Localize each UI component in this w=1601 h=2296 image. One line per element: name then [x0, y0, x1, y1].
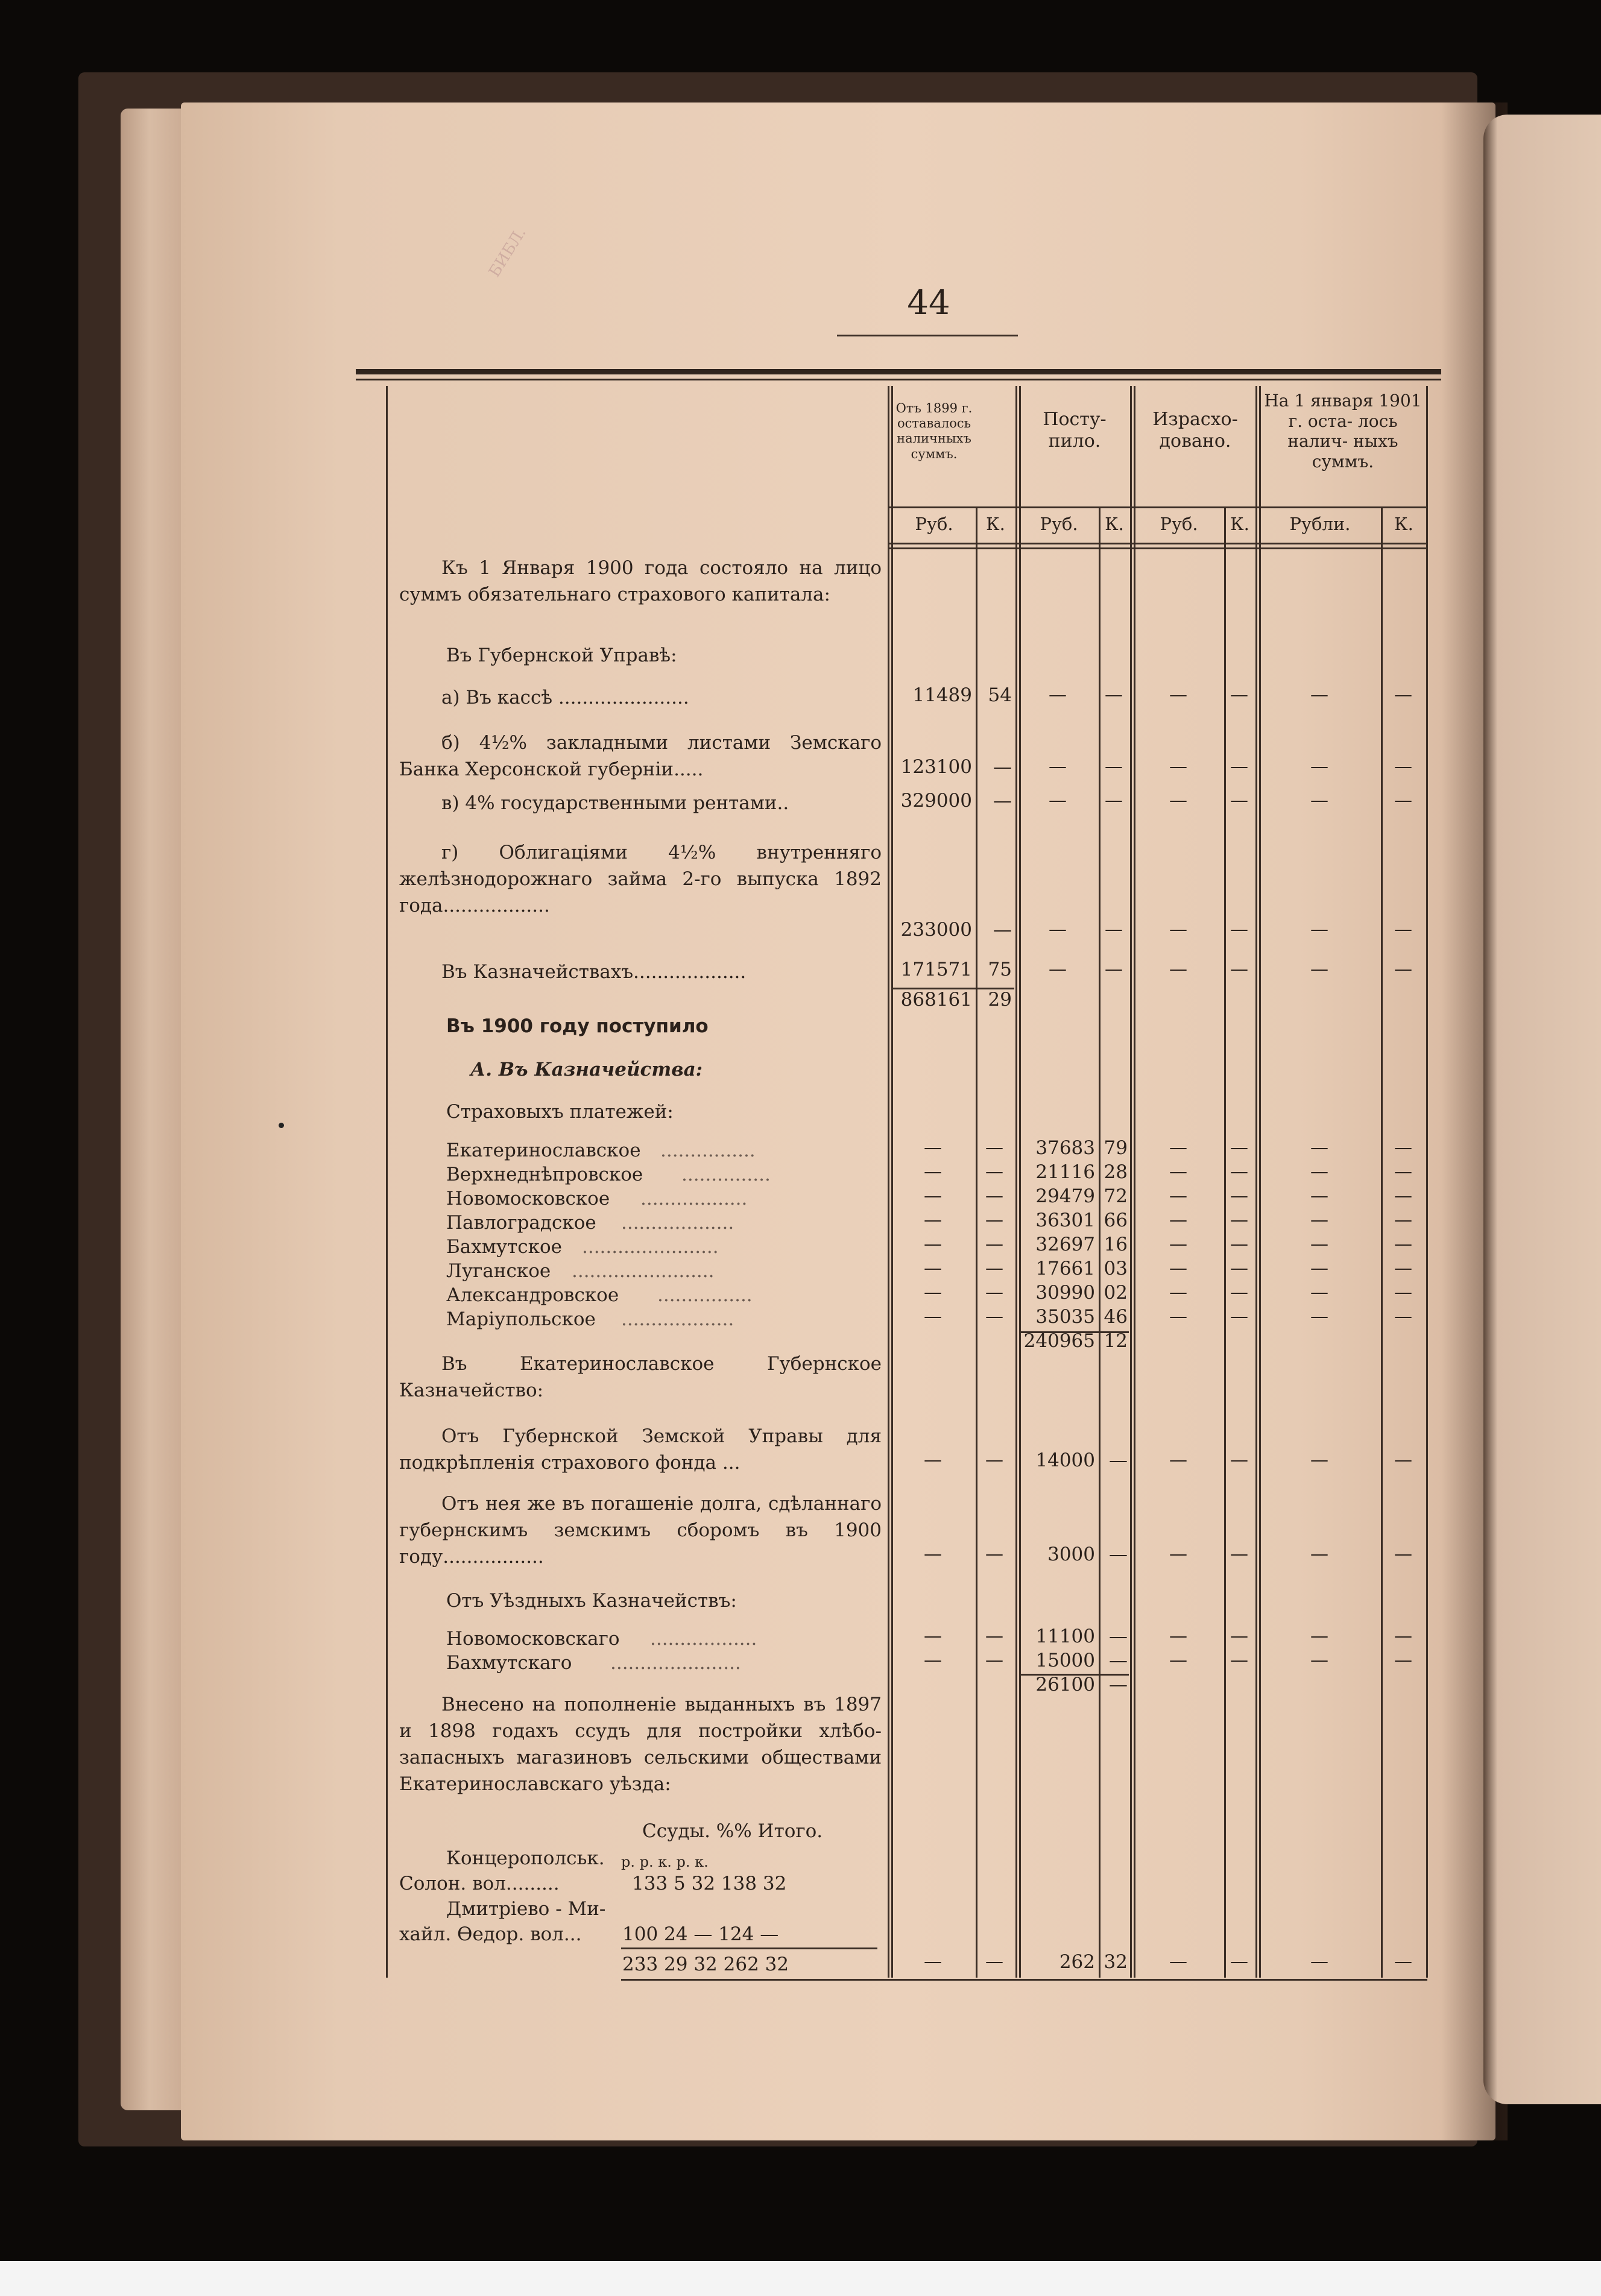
library-stamp: БИБЛ. [485, 224, 530, 281]
rub-postupilo: 3000 [1047, 1544, 1095, 1565]
empty-cell-dash: — [1049, 959, 1067, 980]
row-label: Въ Казначействахъ................... [441, 961, 747, 983]
row-label: а) Въ кассѣ ...................... [441, 687, 689, 708]
empty-cell-dash: — [1049, 919, 1067, 940]
empty-cell-dash: — [1230, 1282, 1248, 1303]
unit-rubli: Рубли. [1289, 514, 1351, 534]
empty-cell-dash: — [1169, 1258, 1187, 1279]
empty-cell-dash: — [1394, 1282, 1412, 1303]
empty-cell-dash: — [1169, 1137, 1187, 1158]
total-kazn-rub: 26100 [1035, 1674, 1095, 1695]
empty-cell-dash: — [1230, 684, 1248, 705]
uezd-kazn-heading: Отъ Уѣздныхъ Казначействъ: [446, 1590, 737, 1612]
empty-cell-dash: — [985, 1282, 1003, 1303]
empty-cell-dash: — [1169, 1161, 1187, 1182]
empty-cell-dash: — [1105, 919, 1123, 940]
empty-cell-dash: — [1049, 756, 1067, 777]
rub-1899: 329000 [900, 790, 972, 812]
empty-cell-dash: — [924, 1951, 942, 1972]
total-kazn-kop: — [1109, 1674, 1128, 1695]
row-label: б) 4½% закладными листами Земскаго Банка Херсонской губерніи..... [399, 732, 882, 780]
kop-postupilo: 32 [1104, 1951, 1128, 1973]
empty-cell-dash: — [1394, 1306, 1412, 1327]
loan-row-values: 133 5 32 138 32 [632, 1873, 787, 1894]
empty-cell-dash: — [1169, 1306, 1187, 1327]
empty-cell-dash: — [1394, 959, 1412, 980]
empty-cell-dash: — [1310, 1951, 1328, 1972]
kazn-label: Бахмутскаго [446, 1652, 572, 1674]
col-header-postupilo: Посту- пило. [1043, 409, 1107, 452]
loan-row-line1: Дмитріево - Ми- [446, 1898, 606, 1920]
loan-row-line2: Солон. вол......... [399, 1873, 560, 1894]
row-label: г) Облигаціями 4½% внутренняго желѣзнодорожнаго займа 2-го выпуска 1892 года.................. [399, 842, 882, 916]
kop-postupilo: 28 [1104, 1161, 1128, 1183]
empty-cell-dash: — [1169, 1282, 1187, 1303]
empty-cell-dash: — [1310, 1449, 1328, 1471]
empty-cell-dash: — [985, 1210, 1003, 1231]
empty-cell-dash: — [1169, 959, 1187, 980]
loan-header: Ссуды. %% Итого. [642, 1820, 823, 1842]
empty-cell-dash: — [1394, 1449, 1412, 1471]
intro-paragraph: Къ 1 Января 1900 года состояло на лицо суммъ обязательнаго страхового капитала: [399, 557, 882, 605]
empty-cell-dash: — [924, 1626, 942, 1647]
bottom-strip [0, 2261, 1601, 2296]
loan-total-rule [621, 1948, 877, 1949]
col-header-1901: На 1 января 1901 г. оста- лось налич- ныхъ суммъ. [1264, 391, 1422, 472]
rub-postupilo: 35035 [1035, 1306, 1095, 1328]
loan-row-line2: хайл. Ѳедор. вол... [399, 1923, 582, 1945]
empty-cell-dash: — [1394, 684, 1412, 705]
page-number-rule [837, 335, 1018, 336]
empty-cell-dash: — [924, 1650, 942, 1671]
empty-cell-dash: — [1310, 1626, 1328, 1647]
empty-cell-dash: — [1230, 1185, 1248, 1206]
leader-dots: ........................ [572, 1260, 715, 1282]
empty-cell-dash: — [924, 1137, 942, 1158]
empty-cell-dash: — [924, 1282, 942, 1303]
empty-cell-dash: — [924, 1185, 942, 1206]
empty-cell-dash: — [1230, 959, 1248, 980]
uezd-label: Луганское [446, 1260, 551, 1282]
empty-cell-dash: — [1230, 1544, 1248, 1565]
rub-postupilo: 37683 [1035, 1137, 1095, 1159]
rub-postupilo: 17661 [1035, 1258, 1095, 1279]
leader-dots: ...................... [610, 1652, 741, 1674]
empty-cell-dash: — [1394, 1234, 1412, 1255]
row-label: в) 4% государственными рентами.. [441, 792, 789, 814]
uezd-label: Новомосковское [446, 1188, 610, 1210]
empty-cell-dash: — [1230, 1137, 1248, 1158]
total-postupilo-rub: 240965 [1023, 1330, 1095, 1352]
empty-cell-dash: — [924, 1234, 942, 1255]
empty-cell-dash: — [1230, 1951, 1248, 1972]
empty-cell-dash: — [1394, 1626, 1412, 1647]
units-rule [889, 543, 1427, 544]
header-rule [889, 506, 1427, 508]
kop-postupilo: — [1109, 1544, 1128, 1565]
empty-cell-dash: — [1310, 1306, 1328, 1327]
empty-cell-dash: — [1310, 1210, 1328, 1231]
empty-cell-dash: — [1169, 1650, 1187, 1671]
kop-1899: — [993, 919, 1012, 941]
rub-postupilo: 32697 [1035, 1234, 1095, 1255]
empty-cell-dash: — [1310, 1234, 1328, 1255]
empty-cell-dash: — [1169, 1626, 1187, 1647]
empty-cell-dash: — [1169, 1185, 1187, 1206]
rub-1899: 233000 [900, 919, 972, 941]
empty-cell-dash: — [1310, 1544, 1328, 1565]
unit-kop: К. [1394, 514, 1413, 534]
rub-postupilo: 36301 [1035, 1210, 1095, 1231]
kop-postupilo: 03 [1104, 1258, 1128, 1279]
kop-postupilo: 46 [1104, 1306, 1128, 1328]
uezd-label: Павлоградское [446, 1212, 596, 1234]
kop-1899: — [993, 756, 1012, 778]
empty-cell-dash: — [1310, 919, 1328, 940]
rub-postupilo: 262 [1059, 1951, 1095, 1973]
section-a: А. Въ Казначейства: [470, 1059, 703, 1080]
unit-kop: К. [1105, 514, 1124, 534]
empty-cell-dash: — [924, 1210, 942, 1231]
empty-cell-dash: — [924, 1306, 942, 1327]
kop-1899: 75 [988, 959, 1012, 980]
empty-cell-dash: — [985, 1234, 1003, 1255]
top-rule-thin [356, 379, 1441, 380]
leader-dots: ................... [621, 1308, 734, 1330]
leader-dots: .................. [640, 1188, 748, 1210]
units-rule [889, 547, 1427, 549]
empty-cell-dash: — [1310, 1161, 1328, 1182]
unit-rub: Руб. [1040, 514, 1078, 534]
kop-postupilo: 72 [1104, 1185, 1128, 1207]
kazn-label: Новомосковскаго [446, 1628, 620, 1650]
empty-cell-dash: — [1394, 919, 1412, 940]
empty-cell-dash: — [1169, 1234, 1187, 1255]
empty-cell-dash: — [985, 1650, 1003, 1671]
empty-cell-dash: — [985, 1449, 1003, 1471]
empty-cell-dash: — [1230, 1626, 1248, 1647]
leader-dots: ............... [681, 1164, 771, 1185]
left-border [386, 386, 388, 1978]
empty-cell-dash: — [1049, 790, 1067, 811]
rub-postupilo: 14000 [1035, 1449, 1095, 1471]
empty-cell-dash: — [924, 1258, 942, 1279]
kop-postupilo: — [1109, 1626, 1128, 1647]
uezd-label: Александровское [446, 1284, 619, 1306]
empty-cell-dash: — [985, 1137, 1003, 1158]
kop-postupilo: 66 [1104, 1210, 1128, 1231]
insurance-heading: Страховыхъ платежей: [446, 1101, 674, 1123]
empty-cell-dash: — [1230, 1210, 1248, 1231]
empty-cell-dash: — [1230, 1161, 1248, 1182]
empty-cell-dash: — [1310, 1650, 1328, 1671]
empty-cell-dash: — [1169, 919, 1187, 940]
empty-cell-dash: — [1394, 1161, 1412, 1182]
empty-cell-dash: — [1105, 790, 1123, 811]
empty-cell-dash: — [1394, 1544, 1412, 1565]
empty-cell-dash: — [1169, 1951, 1187, 1972]
empty-cell-dash: — [1310, 1137, 1328, 1158]
empty-cell-dash: — [1230, 756, 1248, 777]
empty-cell-dash: — [1105, 959, 1123, 980]
empty-cell-dash: — [1230, 790, 1248, 811]
rub-1899: 123100 [900, 756, 972, 778]
vneseno-paragraph: Внесено на пополненіе выданныхъ въ 1897 и 1898 годахъ ссудъ для постройки хлѣбо-запасныхъ магазиновъ сельскими обществами Екатеринославскаго уѣзда: [399, 1694, 882, 1795]
empty-cell-dash: — [1230, 1650, 1248, 1671]
empty-cell-dash: — [1310, 1185, 1328, 1206]
kop-postupilo: — [1109, 1650, 1128, 1671]
empty-cell-dash: — [1394, 1185, 1412, 1206]
loan-units: р. р. к. р. к. [621, 1853, 709, 1870]
uezd-label: Верхнеднѣпровское [446, 1164, 643, 1185]
leader-dots: .................. [650, 1628, 757, 1650]
col-divider [888, 386, 889, 1978]
empty-cell-dash: — [985, 1258, 1003, 1279]
bottom-rule [621, 1979, 1427, 1981]
empty-cell-dash: — [1394, 1650, 1412, 1671]
rub-postupilo: 30990 [1035, 1282, 1095, 1304]
col-header-izraskhodovano: Израсхо- довано. [1152, 409, 1238, 452]
rub-postupilo: 11100 [1035, 1626, 1095, 1647]
kop-1899: — [993, 790, 1012, 812]
leader-dots: ....................... [582, 1236, 719, 1258]
empty-cell-dash: — [1105, 684, 1123, 705]
empty-cell-dash: — [985, 1306, 1003, 1327]
empty-cell-dash: — [1169, 1544, 1187, 1565]
col-divider [1130, 386, 1132, 1978]
empty-cell-dash: — [1230, 1234, 1248, 1255]
empty-cell-dash: — [1169, 1449, 1187, 1471]
empty-cell-dash: — [1169, 790, 1187, 811]
leader-dots: ................ [660, 1140, 756, 1161]
empty-cell-dash: — [985, 1951, 1003, 1972]
empty-cell-dash: — [1394, 790, 1412, 811]
rub-postupilo: 15000 [1035, 1650, 1095, 1671]
empty-cell-dash: — [1169, 756, 1187, 777]
kop-postupilo: 79 [1104, 1137, 1128, 1159]
unit-rub: Руб. [915, 514, 953, 534]
empty-cell-dash: — [924, 1161, 942, 1182]
empty-cell-dash: — [924, 1449, 942, 1471]
col-header-1899: Отъ 1899 г. оставалось наличныхъ суммъ. [895, 401, 973, 461]
rub-postupilo: 29479 [1035, 1185, 1095, 1207]
top-rule [356, 369, 1441, 374]
from-same-text: Отъ нея же въ погашеніе долга, сдѣланнаго губернскимъ земскимъ сборомъ въ 1900 году................. [399, 1493, 882, 1568]
total-1899-rub: 868161 [900, 989, 972, 1011]
empty-cell-dash: — [1310, 959, 1328, 980]
empty-cell-dash: — [1230, 1449, 1248, 1471]
empty-cell-dash: — [985, 1185, 1003, 1206]
empty-cell-dash: — [1394, 1210, 1412, 1231]
leader-dots: ................ [657, 1284, 753, 1306]
empty-cell-dash: — [985, 1544, 1003, 1565]
uezd-label: Екатеринославское [446, 1140, 641, 1161]
kop-1899: 54 [988, 684, 1012, 706]
uezd-label: Бахмутское [446, 1236, 562, 1258]
empty-cell-dash: — [924, 1544, 942, 1565]
empty-cell-dash: — [1394, 756, 1412, 777]
empty-cell-dash: — [1394, 1137, 1412, 1158]
ink-dot [279, 1123, 284, 1128]
loan-total: 233 29 32 262 32 [622, 1954, 789, 1975]
rub-postupilo: 21116 [1035, 1161, 1095, 1183]
col-divider [1015, 386, 1017, 1978]
loan-row-values: 100 24 — 124 — [622, 1923, 779, 1945]
empty-cell-dash: — [985, 1626, 1003, 1647]
unit-kop: К. [1230, 514, 1249, 534]
empty-cell-dash: — [1230, 1258, 1248, 1279]
loan-row-line1: Концерополськ. [446, 1847, 605, 1869]
right-border [1426, 386, 1428, 1978]
facing-page [1483, 115, 1601, 2104]
unit-kop: К. [986, 514, 1005, 534]
unit-rub: Руб. [1160, 514, 1198, 534]
empty-cell-dash: — [1310, 684, 1328, 705]
empty-cell-dash: — [1394, 1258, 1412, 1279]
kop-postupilo: 16 [1104, 1234, 1128, 1255]
uezd-label: Маріупольское [446, 1308, 596, 1330]
rub-1899: 171571 [900, 959, 972, 980]
total-postupilo-kop: 12 [1104, 1330, 1128, 1352]
page-number: 44 [907, 283, 950, 323]
col-divider [891, 386, 893, 1978]
leader-dots: ................... [621, 1212, 734, 1234]
col-divider [1255, 386, 1257, 1978]
kop-postupilo: — [1109, 1449, 1128, 1471]
empty-cell-dash: — [1394, 1951, 1412, 1972]
empty-cell-dash: — [1230, 1306, 1248, 1327]
empty-cell-dash: — [1230, 919, 1248, 940]
empty-cell-dash: — [1169, 1210, 1187, 1231]
empty-cell-dash: — [1310, 756, 1328, 777]
from-uprava-text: Отъ Губернской Земской Управы для подкрѣпленія страхового фонда ... [399, 1425, 882, 1474]
total-1899-kop: 29 [988, 989, 1012, 1011]
gub-kazn-heading: Въ Екатеринославское Губернское Казначейство: [399, 1353, 882, 1401]
section-1900: Въ 1900 году поступило [446, 1015, 709, 1037]
empty-cell-dash: — [1310, 1282, 1328, 1303]
rub-1899: 11489 [912, 684, 972, 706]
empty-cell-dash: — [1049, 684, 1067, 705]
subheading-gub-uprava: Въ Губернской Управѣ: [446, 645, 677, 666]
empty-cell-dash: — [985, 1161, 1003, 1182]
empty-cell-dash: — [1105, 756, 1123, 777]
kop-postupilo: 02 [1104, 1282, 1128, 1304]
empty-cell-dash: — [1169, 684, 1187, 705]
empty-cell-dash: — [1310, 790, 1328, 811]
empty-cell-dash: — [1310, 1258, 1328, 1279]
